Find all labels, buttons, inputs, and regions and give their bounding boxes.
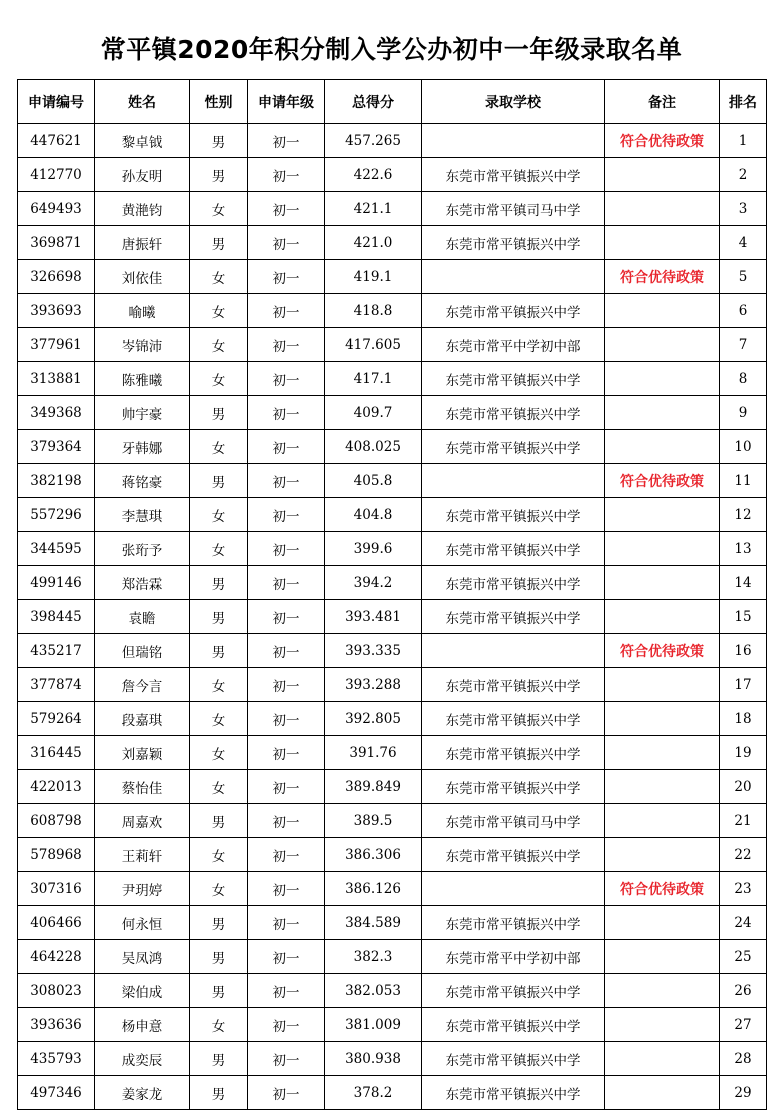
cell-rank: 23	[720, 872, 767, 906]
cell-name: 岑锦沛	[95, 328, 190, 362]
cell-id: 308023	[18, 974, 95, 1008]
table-row	[18, 940, 767, 974]
cell-score: 382.3	[325, 940, 422, 974]
cell-note	[605, 974, 720, 1008]
cell-score: 389.849	[325, 770, 422, 804]
cell-grade: 初一	[248, 192, 325, 226]
cell-note	[605, 668, 720, 702]
cell-score: 381.009	[325, 1008, 422, 1042]
cell-school: 东莞市常平镇振兴中学	[422, 566, 605, 600]
cell-name: 黎卓钺	[95, 124, 190, 158]
cell-gender: 女	[190, 362, 248, 396]
cell-gender: 男	[190, 974, 248, 1008]
cell-school: 东莞市常平镇振兴中学	[422, 906, 605, 940]
table-row	[18, 294, 767, 328]
cell-id: 557296	[18, 498, 95, 532]
table-row	[18, 192, 767, 226]
cell-id: 412770	[18, 158, 95, 192]
cell-note: 符合优待政策	[605, 260, 720, 294]
cell-rank: 14	[720, 566, 767, 600]
cell-id: 406466	[18, 906, 95, 940]
cell-name: 成奕辰	[95, 1042, 190, 1076]
cell-rank: 27	[720, 1008, 767, 1042]
cell-gender: 女	[190, 294, 248, 328]
cell-note: 符合优待政策	[605, 872, 720, 906]
cell-id: 398445	[18, 600, 95, 634]
cell-score: 380.938	[325, 1042, 422, 1076]
cell-grade: 初一	[248, 362, 325, 396]
table-row	[18, 634, 767, 668]
cell-note	[605, 430, 720, 464]
table-row	[18, 770, 767, 804]
cell-name: 郑浩霖	[95, 566, 190, 600]
cell-id: 499146	[18, 566, 95, 600]
admission-table	[17, 79, 767, 1110]
cell-school: 东莞市常平镇振兴中学	[422, 668, 605, 702]
cell-score: 382.053	[325, 974, 422, 1008]
cell-rank: 22	[720, 838, 767, 872]
cell-note	[605, 158, 720, 192]
cell-name: 陈雅曦	[95, 362, 190, 396]
cell-score: 421.1	[325, 192, 422, 226]
cell-id: 377874	[18, 668, 95, 702]
cell-rank: 17	[720, 668, 767, 702]
cell-grade: 初一	[248, 464, 325, 498]
table-row	[18, 906, 767, 940]
table-row	[18, 668, 767, 702]
cell-school: 东莞市常平镇司马中学	[422, 804, 605, 838]
table-row	[18, 328, 767, 362]
cell-school: 东莞市常平镇振兴中学	[422, 770, 605, 804]
cell-name: 唐振轩	[95, 226, 190, 260]
cell-id: 422013	[18, 770, 95, 804]
cell-school: 东莞市常平镇振兴中学	[422, 1076, 605, 1110]
cell-grade: 初一	[248, 1076, 325, 1110]
cell-id: 393636	[18, 1008, 95, 1042]
table-header-row	[18, 80, 767, 124]
cell-note	[605, 940, 720, 974]
cell-school: 东莞市常平镇振兴中学	[422, 1042, 605, 1076]
cell-rank: 25	[720, 940, 767, 974]
cell-id: 316445	[18, 736, 95, 770]
table-row	[18, 260, 767, 294]
cell-grade: 初一	[248, 430, 325, 464]
cell-rank: 12	[720, 498, 767, 532]
cell-id: 344595	[18, 532, 95, 566]
cell-score: 405.8	[325, 464, 422, 498]
cell-rank: 19	[720, 736, 767, 770]
cell-rank: 8	[720, 362, 767, 396]
cell-rank: 13	[720, 532, 767, 566]
cell-name: 段嘉琪	[95, 702, 190, 736]
cell-school: 东莞市常平镇振兴中学	[422, 838, 605, 872]
table-row	[18, 872, 767, 906]
cell-id: 307316	[18, 872, 95, 906]
table-row	[18, 362, 767, 396]
table-row	[18, 226, 767, 260]
cell-note	[605, 838, 720, 872]
cell-gender: 女	[190, 192, 248, 226]
cell-school	[422, 464, 605, 498]
header-name: 姓名	[95, 80, 190, 124]
cell-gender: 女	[190, 736, 248, 770]
cell-gender: 男	[190, 226, 248, 260]
cell-grade: 初一	[248, 770, 325, 804]
cell-grade: 初一	[248, 328, 325, 362]
cell-school	[422, 124, 605, 158]
cell-note	[605, 1008, 720, 1042]
cell-score: 393.288	[325, 668, 422, 702]
cell-grade: 初一	[248, 1008, 325, 1042]
cell-school: 东莞市常平镇振兴中学	[422, 532, 605, 566]
cell-school: 东莞市常平镇振兴中学	[422, 974, 605, 1008]
cell-score: 421.0	[325, 226, 422, 260]
cell-id: 435217	[18, 634, 95, 668]
cell-note	[605, 770, 720, 804]
cell-grade: 初一	[248, 600, 325, 634]
cell-grade: 初一	[248, 974, 325, 1008]
cell-name: 但瑞铭	[95, 634, 190, 668]
table-row	[18, 566, 767, 600]
cell-rank: 16	[720, 634, 767, 668]
cell-grade: 初一	[248, 940, 325, 974]
cell-name: 王莉轩	[95, 838, 190, 872]
cell-name: 何永恒	[95, 906, 190, 940]
cell-grade: 初一	[248, 804, 325, 838]
cell-rank: 10	[720, 430, 767, 464]
cell-note	[605, 532, 720, 566]
cell-gender: 女	[190, 532, 248, 566]
cell-id: 326698	[18, 260, 95, 294]
cell-score: 378.2	[325, 1076, 422, 1110]
cell-grade: 初一	[248, 498, 325, 532]
cell-gender: 女	[190, 1008, 248, 1042]
cell-score: 419.1	[325, 260, 422, 294]
cell-school: 东莞市常平镇振兴中学	[422, 736, 605, 770]
cell-rank: 3	[720, 192, 767, 226]
cell-name: 吴凤鸿	[95, 940, 190, 974]
cell-school: 东莞市常平镇振兴中学	[422, 600, 605, 634]
cell-grade: 初一	[248, 260, 325, 294]
cell-note	[605, 294, 720, 328]
cell-name: 张珩予	[95, 532, 190, 566]
cell-rank: 11	[720, 464, 767, 498]
header-rank: 排名	[720, 80, 767, 124]
table-row	[18, 702, 767, 736]
cell-gender: 男	[190, 1042, 248, 1076]
cell-gender: 女	[190, 430, 248, 464]
cell-id: 349368	[18, 396, 95, 430]
cell-note	[605, 396, 720, 430]
cell-score: 418.8	[325, 294, 422, 328]
cell-grade: 初一	[248, 634, 325, 668]
cell-note	[605, 566, 720, 600]
cell-score: 409.7	[325, 396, 422, 430]
header-gender: 性别	[190, 80, 248, 124]
table-body	[18, 124, 767, 1110]
cell-gender: 男	[190, 158, 248, 192]
cell-name: 喻曦	[95, 294, 190, 328]
table-row	[18, 124, 767, 158]
cell-school	[422, 260, 605, 294]
cell-id: 369871	[18, 226, 95, 260]
table-row	[18, 1008, 767, 1042]
cell-school	[422, 634, 605, 668]
cell-id: 497346	[18, 1076, 95, 1110]
cell-id: 649493	[18, 192, 95, 226]
header-score: 总得分	[325, 80, 422, 124]
cell-name: 周嘉欢	[95, 804, 190, 838]
cell-score: 394.2	[325, 566, 422, 600]
cell-school: 东莞市常平镇振兴中学	[422, 1008, 605, 1042]
cell-school: 东莞市常平镇司马中学	[422, 192, 605, 226]
cell-id: 313881	[18, 362, 95, 396]
cell-name: 蔡怡佳	[95, 770, 190, 804]
cell-rank: 15	[720, 600, 767, 634]
table-row	[18, 600, 767, 634]
table-row	[18, 736, 767, 770]
cell-id: 435793	[18, 1042, 95, 1076]
cell-rank: 9	[720, 396, 767, 430]
cell-id: 379364	[18, 430, 95, 464]
cell-school: 东莞市常平镇振兴中学	[422, 498, 605, 532]
cell-rank: 4	[720, 226, 767, 260]
cell-grade: 初一	[248, 668, 325, 702]
cell-grade: 初一	[248, 158, 325, 192]
table-row	[18, 158, 767, 192]
cell-name: 梁伯成	[95, 974, 190, 1008]
cell-score: 393.335	[325, 634, 422, 668]
cell-gender: 女	[190, 872, 248, 906]
table-row	[18, 532, 767, 566]
cell-rank: 21	[720, 804, 767, 838]
cell-grade: 初一	[248, 736, 325, 770]
header-school: 录取学校	[422, 80, 605, 124]
cell-score: 457.265	[325, 124, 422, 158]
cell-name: 尹玥婷	[95, 872, 190, 906]
page-title: 常平镇2020年积分制入学公办初中一年级录取名单	[100, 35, 683, 64]
cell-score: 422.6	[325, 158, 422, 192]
cell-rank: 1	[720, 124, 767, 158]
cell-name: 詹今言	[95, 668, 190, 702]
cell-id: 447621	[18, 124, 95, 158]
cell-note	[605, 1076, 720, 1110]
cell-note	[605, 1042, 720, 1076]
cell-rank: 28	[720, 1042, 767, 1076]
cell-gender: 男	[190, 464, 248, 498]
cell-score: 386.126	[325, 872, 422, 906]
cell-rank: 18	[720, 702, 767, 736]
cell-gender: 男	[190, 600, 248, 634]
cell-rank: 5	[720, 260, 767, 294]
cell-name: 袁瞻	[95, 600, 190, 634]
cell-rank: 29	[720, 1076, 767, 1110]
cell-name: 刘嘉颖	[95, 736, 190, 770]
header-id: 申请编号	[18, 80, 95, 124]
cell-id: 464228	[18, 940, 95, 974]
cell-note	[605, 328, 720, 362]
cell-school: 东莞市常平中学初中部	[422, 328, 605, 362]
cell-note	[605, 702, 720, 736]
cell-gender: 女	[190, 328, 248, 362]
cell-note	[605, 362, 720, 396]
table-row	[18, 838, 767, 872]
cell-score: 408.025	[325, 430, 422, 464]
table-row	[18, 498, 767, 532]
table-row	[18, 1076, 767, 1110]
cell-rank: 24	[720, 906, 767, 940]
cell-note	[605, 600, 720, 634]
header-note: 备注	[605, 80, 720, 124]
cell-note	[605, 498, 720, 532]
cell-rank: 26	[720, 974, 767, 1008]
cell-gender: 女	[190, 260, 248, 294]
cell-score: 389.5	[325, 804, 422, 838]
cell-grade: 初一	[248, 906, 325, 940]
table-row	[18, 464, 767, 498]
cell-gender: 男	[190, 396, 248, 430]
cell-gender: 女	[190, 498, 248, 532]
cell-note: 符合优待政策	[605, 634, 720, 668]
cell-gender: 男	[190, 804, 248, 838]
cell-school: 东莞市常平镇振兴中学	[422, 294, 605, 328]
table-row	[18, 974, 767, 1008]
cell-school: 东莞市常平中学初中部	[422, 940, 605, 974]
cell-gender: 男	[190, 906, 248, 940]
cell-name: 姜家龙	[95, 1076, 190, 1110]
cell-note	[605, 192, 720, 226]
cell-name: 杨申意	[95, 1008, 190, 1042]
cell-name: 黄滟钧	[95, 192, 190, 226]
cell-note: 符合优待政策	[605, 124, 720, 158]
cell-id: 579264	[18, 702, 95, 736]
cell-name: 李慧琪	[95, 498, 190, 532]
cell-id: 393693	[18, 294, 95, 328]
cell-name: 孙友明	[95, 158, 190, 192]
cell-gender: 男	[190, 566, 248, 600]
cell-score: 404.8	[325, 498, 422, 532]
cell-score: 417.1	[325, 362, 422, 396]
cell-id: 377961	[18, 328, 95, 362]
cell-school: 东莞市常平镇振兴中学	[422, 158, 605, 192]
table-row	[18, 430, 767, 464]
cell-gender: 女	[190, 668, 248, 702]
cell-school: 东莞市常平镇振兴中学	[422, 362, 605, 396]
cell-note	[605, 226, 720, 260]
cell-score: 386.306	[325, 838, 422, 872]
cell-gender: 男	[190, 940, 248, 974]
cell-name: 刘依佳	[95, 260, 190, 294]
cell-note: 符合优待政策	[605, 464, 720, 498]
cell-grade: 初一	[248, 566, 325, 600]
cell-id: 608798	[18, 804, 95, 838]
cell-score: 391.76	[325, 736, 422, 770]
cell-grade: 初一	[248, 124, 325, 158]
cell-grade: 初一	[248, 702, 325, 736]
cell-note	[605, 906, 720, 940]
cell-id: 382198	[18, 464, 95, 498]
cell-grade: 初一	[248, 226, 325, 260]
cell-grade: 初一	[248, 294, 325, 328]
table-row	[18, 804, 767, 838]
cell-gender: 女	[190, 770, 248, 804]
cell-school	[422, 872, 605, 906]
cell-score: 417.605	[325, 328, 422, 362]
cell-name: 帅宇豪	[95, 396, 190, 430]
cell-rank: 20	[720, 770, 767, 804]
cell-gender: 男	[190, 1076, 248, 1110]
cell-gender: 女	[190, 702, 248, 736]
cell-rank: 2	[720, 158, 767, 192]
cell-gender: 男	[190, 634, 248, 668]
cell-score: 393.481	[325, 600, 422, 634]
cell-school: 东莞市常平镇振兴中学	[422, 396, 605, 430]
cell-school: 东莞市常平镇振兴中学	[422, 430, 605, 464]
table-row	[18, 1042, 767, 1076]
cell-score: 384.589	[325, 906, 422, 940]
cell-rank: 7	[720, 328, 767, 362]
cell-grade: 初一	[248, 838, 325, 872]
cell-gender: 男	[190, 124, 248, 158]
cell-id: 578968	[18, 838, 95, 872]
cell-grade: 初一	[248, 1042, 325, 1076]
cell-rank: 6	[720, 294, 767, 328]
cell-note	[605, 804, 720, 838]
cell-grade: 初一	[248, 872, 325, 906]
table-row	[18, 396, 767, 430]
cell-gender: 女	[190, 838, 248, 872]
cell-grade: 初一	[248, 532, 325, 566]
cell-name: 蒋铭豪	[95, 464, 190, 498]
cell-score: 399.6	[325, 532, 422, 566]
cell-score: 392.805	[325, 702, 422, 736]
cell-grade: 初一	[248, 396, 325, 430]
cell-note	[605, 736, 720, 770]
cell-school: 东莞市常平镇振兴中学	[422, 226, 605, 260]
header-grade: 申请年级	[248, 80, 325, 124]
cell-name: 牙韩娜	[95, 430, 190, 464]
cell-school: 东莞市常平镇振兴中学	[422, 702, 605, 736]
